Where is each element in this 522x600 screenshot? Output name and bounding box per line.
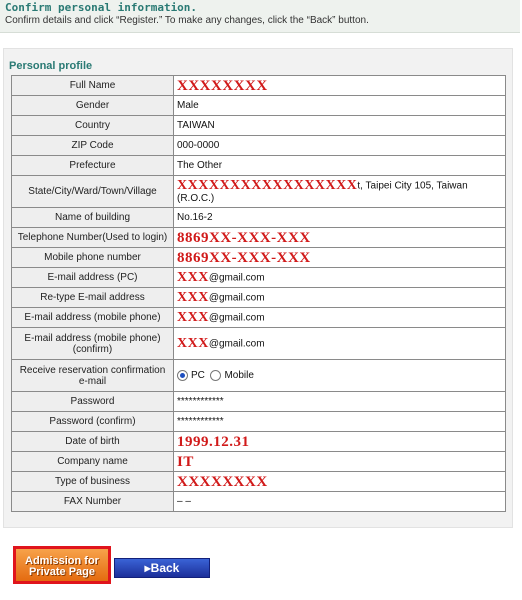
field-label: Re-type E-mail address [12,288,174,308]
radio-mobile-label: Mobile [224,370,254,382]
radio-pc[interactable] [177,370,188,381]
field-value: The Other [174,156,506,176]
table-row [12,452,506,472]
redacted-value: XXX [177,289,209,305]
field-label: Company name [12,452,174,472]
field-value: ************ [174,392,506,412]
redacted-value: XXX [177,269,209,285]
field-label: Gender [12,96,174,116]
table-row [12,360,506,392]
field-value [174,176,506,208]
table-row [12,116,506,136]
field-label: E-mail address (mobile phone) (confirm) [12,328,174,360]
field-label: Password (confirm) [12,412,174,432]
email-suffix: @gmail.com [208,338,265,350]
confirm-header [0,0,520,33]
table-row [12,288,506,308]
field-label: Date of birth [12,432,174,452]
radio-mobile[interactable] [210,370,221,381]
redacted-value: XXXXXXXX [177,473,268,490]
field-label: Mobile phone number [12,248,174,268]
redacted-value: XXX [177,335,209,351]
admission-button[interactable]: Admission for Private Page [13,546,111,584]
field-value: – – [174,492,506,512]
table-row [12,472,506,492]
field-label: Type of business [12,472,174,492]
field-value: 000-0000 [174,136,506,156]
field-value [174,432,506,452]
table-row [12,228,506,248]
redacted-value: XXXXXXXX [177,77,268,94]
radio-pc-label: PC [191,370,205,382]
field-value [174,472,506,492]
field-label: Prefecture [12,156,174,176]
field-label: State/City/Ward/Town/Village [12,176,174,208]
section-title: Personal profile [9,60,93,72]
field-value [174,248,506,268]
table-row [12,268,506,288]
table-row [12,76,506,96]
table-row [12,492,506,512]
personal-profile-table [11,75,506,512]
table-row [12,248,506,268]
page-title: Confirm personal information. [5,1,198,14]
redacted-value: 8869XX-XXX-XXX [177,249,311,266]
field-label: E-mail address (mobile phone) [12,308,174,328]
field-value: No.16-2 [174,208,506,228]
table-row [12,392,506,412]
field-label: FAX Number [12,492,174,512]
redacted-value: IT [177,453,194,470]
redacted-value: XXXXXXXXXXXXXXXXX [177,178,358,193]
field-label: Name of building [12,208,174,228]
field-label: E-mail address (PC) [12,268,174,288]
table-row [12,96,506,116]
field-value [174,308,506,328]
field-value: Male [174,96,506,116]
email-suffix: @gmail.com [208,272,265,284]
back-button[interactable]: ▸Back [114,558,210,578]
table-row [12,208,506,228]
field-value [174,452,506,472]
address-suffix: t, Taipei City 105, Taiwan (R.O.C.) [177,180,468,204]
field-label: Receive reservation confirmation e-mail [12,360,174,392]
table-row [12,176,506,208]
field-value [174,228,506,248]
field-value [174,328,506,360]
table-row [12,412,506,432]
email-suffix: @gmail.com [208,292,265,304]
field-label: Telephone Number(Used to login) [12,228,174,248]
field-value: ************ [174,412,506,432]
redacted-value: 8869XX-XXX-XXX [177,229,311,246]
field-label: Password [12,392,174,412]
field-value: TAIWAN [174,116,506,136]
redacted-value: XXX [177,309,209,325]
field-value [174,360,506,392]
table-row [12,136,506,156]
table-row [12,432,506,452]
field-value [174,76,506,96]
field-label: Full Name [12,76,174,96]
instructions-text: Confirm details and click “Register.” To make any changes, click the “Back” button. [5,15,369,26]
field-label: Country [12,116,174,136]
field-label: ZIP Code [12,136,174,156]
field-value [174,288,506,308]
email-suffix: @gmail.com [208,312,265,324]
field-value [174,268,506,288]
redacted-value: 1999.12.31 [177,433,250,450]
table-row [12,328,506,360]
table-row [12,156,506,176]
table-row [12,308,506,328]
